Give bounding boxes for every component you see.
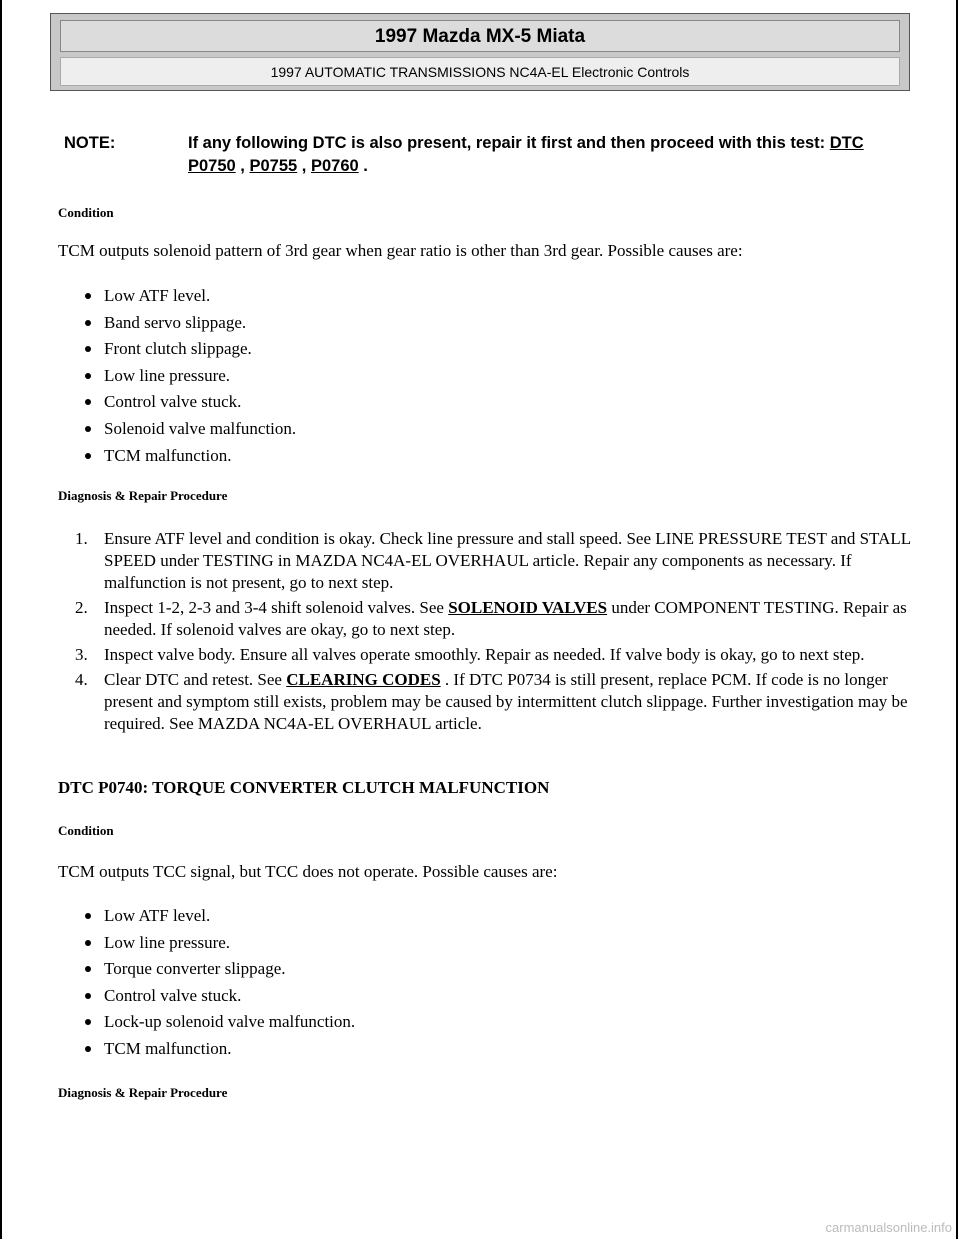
step-3 — [75, 644, 915, 666]
note-sep-1: , — [235, 157, 250, 175]
note-text — [188, 132, 908, 178]
list-item: Low ATF level. — [85, 285, 296, 312]
list-item: Front clutch slippage. — [85, 338, 296, 365]
step-number: 3. — [75, 645, 88, 664]
list-item: Low ATF level. — [85, 905, 355, 932]
list-item: Control valve stuck. — [85, 985, 355, 1012]
condition-heading: Condition — [58, 823, 114, 838]
step-number: 1. — [75, 529, 88, 548]
list-item: Torque converter slippage. — [85, 958, 355, 985]
step-number: 4. — [75, 670, 88, 689]
causes-list — [85, 905, 355, 1065]
note-sep-2: , — [297, 157, 311, 175]
link-dtc-p0750[interactable]: DTC P0750 — [188, 134, 864, 175]
condition-text: TCM outputs solenoid pattern of 3rd gear when gear ratio is other than 3rd gear. Possible causes are: — [58, 241, 743, 260]
list-item: Low line pressure. — [85, 365, 296, 392]
note-text-before: If any following DTC is also present, repair it first and then proceed with this test: — [188, 134, 830, 152]
step-text-pre: Inspect 1-2, 2-3 and 3-4 shift solenoid valves. See — [104, 598, 449, 617]
list-item: Low line pressure. — [85, 932, 355, 959]
procedure-steps — [75, 528, 915, 738]
procedure-heading: Diagnosis & Repair Procedure — [58, 1085, 228, 1100]
list-item: TCM malfunction. — [85, 1038, 355, 1065]
step-4 — [75, 669, 915, 735]
list-item: Solenoid valve malfunction. — [85, 418, 296, 445]
link-solenoid-valves[interactable]: SOLENOID VALVES — [448, 598, 608, 617]
list-item: Lock-up solenoid valve malfunction. — [85, 1011, 355, 1038]
condition-text: TCM outputs TCC signal, but TCC does not operate. Possible causes are: — [58, 862, 558, 881]
link-p0755[interactable]: P0755 — [249, 157, 298, 175]
condition-heading: Condition — [58, 205, 114, 220]
step-2 — [75, 597, 915, 641]
step-1 — [75, 528, 915, 594]
link-clearing-codes[interactable]: CLEARING CODES — [286, 670, 441, 689]
watermark: carmanualsonline.info — [825, 1220, 952, 1235]
list-item: Control valve stuck. — [85, 391, 296, 418]
causes-list — [85, 285, 296, 471]
step-text-post: . If DTC P0734 is still present, replace PCM. If code is no longer present and symptom still exists, problem may be caused by intermittent clutch slippage. Further investigation may be required. See MAZDA NC4A-EL OVERHAUL article. — [104, 670, 908, 733]
list-item: Band servo slippage. — [85, 312, 296, 339]
step-text-post: under COMPONENT TESTING. Repair as needed. If solenoid valves are okay, go to next step. — [104, 598, 907, 639]
procedure-heading: Diagnosis & Repair Procedure — [58, 488, 228, 503]
page-title: 1997 Mazda MX-5 Miata — [60, 20, 900, 52]
note-text-after: . — [358, 157, 368, 175]
link-p0760[interactable]: P0760 — [310, 157, 359, 175]
step-number: 2. — [75, 598, 88, 617]
step-text: Ensure ATF level and condition is okay. Check line pressure and stall speed. See LINE PRESSURE TEST and STALL SPEED under TESTING in MAZDA NC4A-EL OVERHAUL article. Repair any components as necessary. If malfunction is not present, go to next step. — [104, 529, 911, 592]
page-subtitle: 1997 AUTOMATIC TRANSMISSIONS NC4A-EL Electronic Controls — [60, 57, 900, 86]
note-label: NOTE: — [64, 134, 116, 152]
step-text: Inspect valve body. Ensure all valves operate smoothly. Repair as needed. If valve body is okay, go to next step. — [104, 645, 865, 664]
step-text-pre: Clear DTC and retest. See — [104, 670, 287, 689]
list-item: TCM malfunction. — [85, 445, 296, 472]
section-title-p0740: DTC P0740: TORQUE CONVERTER CLUTCH MALFUNCTION — [58, 778, 550, 797]
